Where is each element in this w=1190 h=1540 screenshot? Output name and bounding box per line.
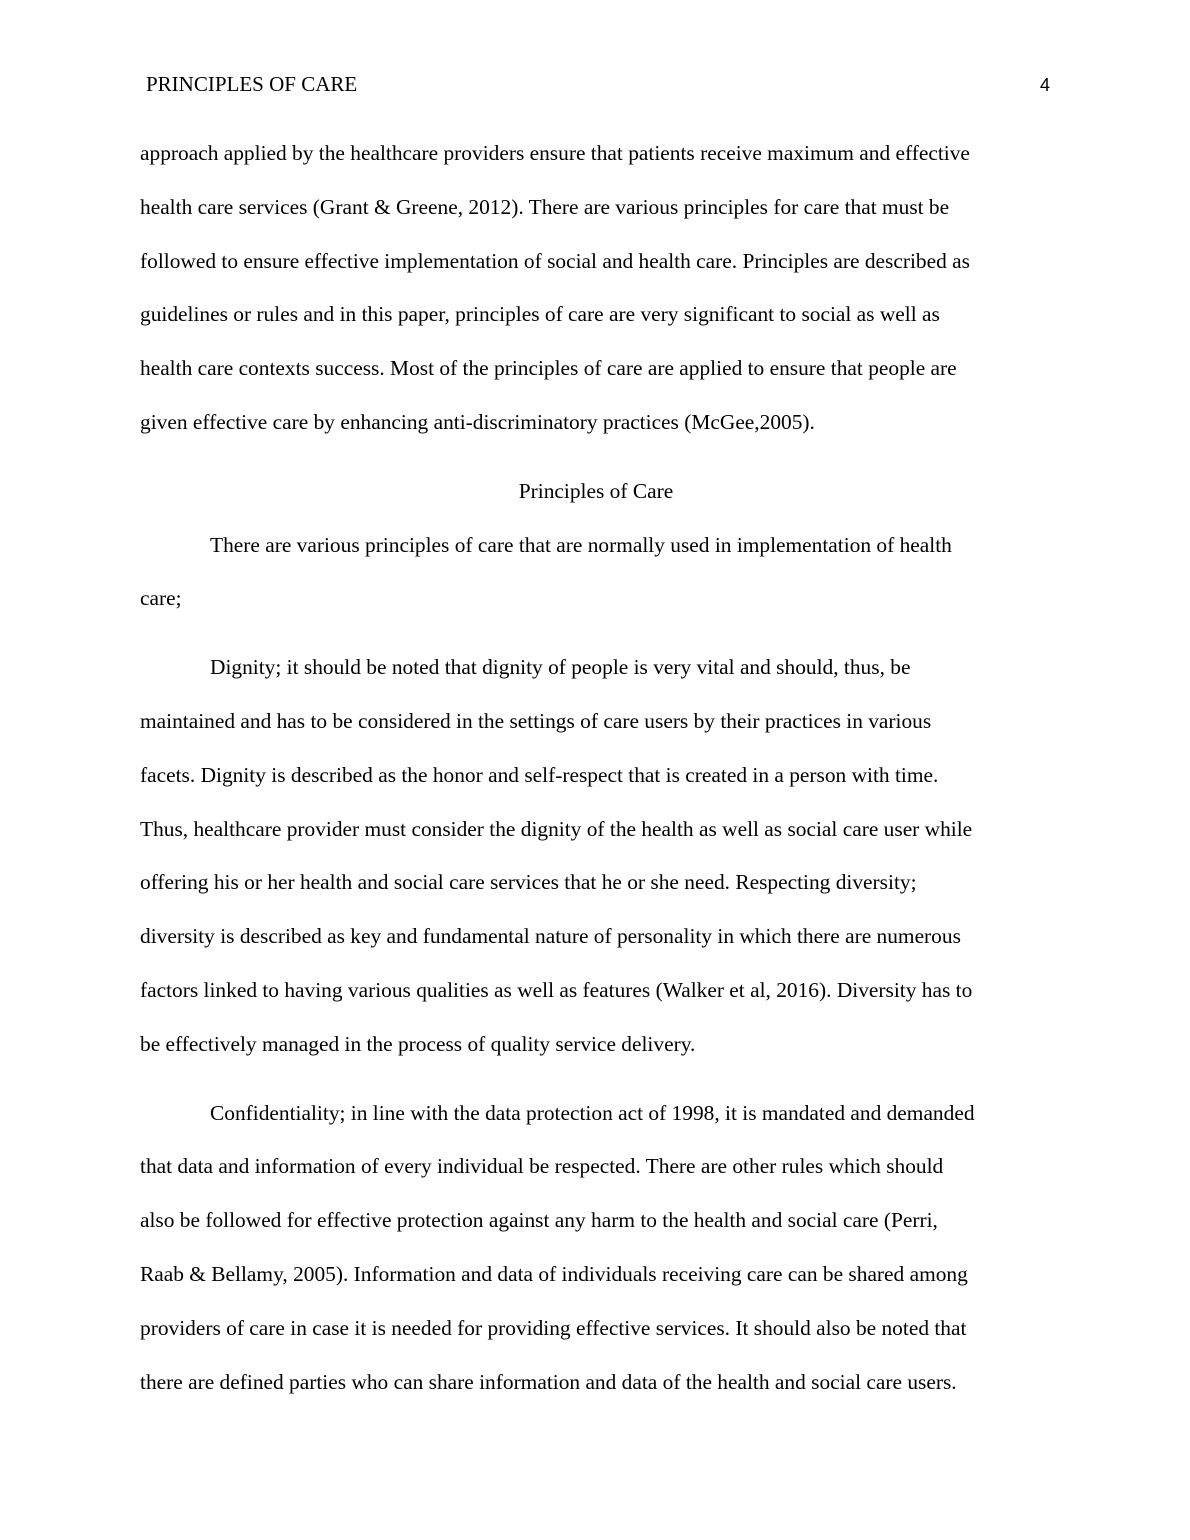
text-line: providers of care in case it is needed for providing effective services. It should also be noted that (140, 1315, 967, 1340)
text-line: factors linked to having various qualities as well as features (Walker et al, 2016). Diversity has to (140, 977, 973, 1002)
text-line: guidelines or rules and in this paper, principles of care are very significant to social as well as (140, 302, 940, 327)
text-line: health care contexts success. Most of the principles of care are applied to ensure that people are (140, 356, 957, 381)
page-number: 4 (1039, 75, 1050, 95)
text-line: Raab & Bellamy, 2005). Information and data of individuals receiving care can be shared among (140, 1261, 968, 1286)
text-line: maintained and has to be considered in the settings of care users by their practices in various (140, 708, 932, 733)
text-line: followed to ensure effective implementation of social and health care. Principles are described as (140, 248, 970, 273)
body-text (140, 127, 1052, 1409)
text-line: approach applied by the healthcare providers ensure that patients receive maximum and effective (140, 141, 970, 165)
running-head: PRINCIPLES OF CARE (146, 72, 358, 96)
text-line: health care services (Grant & Greene, 2012). There are various principles for care that must be (140, 194, 950, 219)
text-line: there are defined parties who can share information and data of the health and social care users. (140, 1369, 957, 1394)
paragraph-principles-intro (140, 519, 1052, 627)
paragraph-confidentiality (140, 1087, 1052, 1410)
text-line: offering his or her health and social care services that he or she need. Respecting diversity; (140, 870, 917, 895)
text-line: also be followed for effective protection against any harm to the health and social care (Perri, (140, 1208, 938, 1233)
paragraph-dignity (140, 641, 1052, 1071)
section-heading: Principles of Care (518, 478, 674, 503)
text-line: facets. Dignity is described as the honor and self-respect that is created in a person with time. (140, 762, 939, 787)
text-line: given effective care by enhancing anti-discriminatory practices (McGee,2005). (140, 409, 815, 434)
text-line: There are various principles of care that are normally used in implementation of health (210, 532, 952, 557)
text-line: care; (140, 586, 182, 611)
text-line: that data and information of every individual be respected. There are other rules which should (140, 1154, 944, 1179)
intro-paragraph (140, 127, 1052, 450)
text-line: Confidentiality; in line with the data protection act of 1998, it is mandated and demanded (210, 1100, 975, 1125)
text-line: diversity is described as key and fundamental nature of personality in which there are numerous (140, 924, 961, 949)
text-line: Thus, healthcare provider must consider the dignity of the health as well as social care user while (140, 816, 973, 841)
text-line: be effectively managed in the process of quality service delivery. (140, 1031, 696, 1056)
text-line: Dignity; it should be noted that dignity of people is very vital and should, thus, be (210, 655, 911, 680)
